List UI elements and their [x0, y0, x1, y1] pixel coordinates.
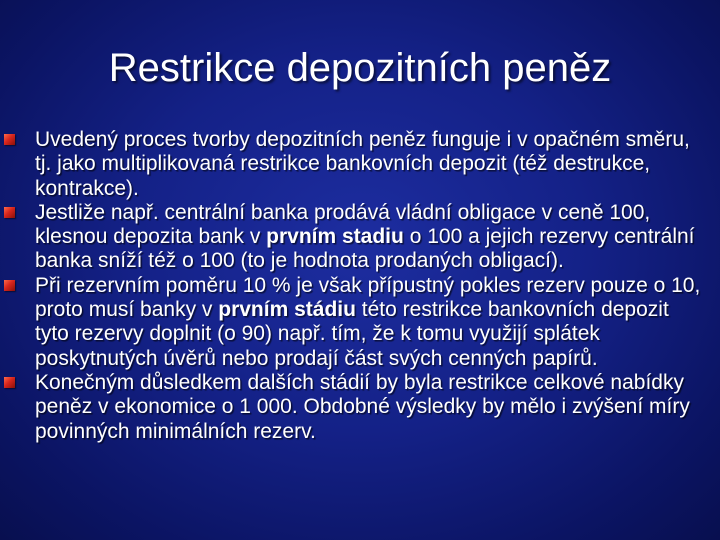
bullet-item	[0, 128, 720, 201]
bullet-text: této restrikce bankovních depozit tyto rezervy doplnit (o 90) např. tím, že k tomu využijí splátek poskytnutých úvěrů nebo prodají část svých cenných papírů.	[35, 298, 669, 370]
bullet-text: o 100 a jejich rezervy centrální banka sníží též o 100 (to je hodnota prodaných obligací).	[35, 225, 695, 273]
bullet-list	[0, 128, 720, 444]
red-square-bullet-icon	[4, 134, 15, 145]
bullet-item	[0, 201, 720, 274]
bullet-text: Jestliže např. centrální banka prodává vládní obligace v ceně 100, klesnou depozita bank v	[35, 200, 651, 249]
bullet-emphasis: prvním stadiu	[266, 225, 404, 249]
bullet-text: Konečným důsledkem dalších stádií by byla restrikce celkové nabídky peněz v ekonomice o 1 000. Obdobné výsledky by mělo i zvýšení míry povinných minimálních rezerv.	[35, 370, 690, 443]
bullet-item	[0, 274, 720, 371]
bullet-text: Uvedený proces tvorby depozitních peněz funguje i v opačném směru, tj. jako multiplikovaná restrikce bankovních depozit (též destrukce, kontrakce).	[35, 128, 690, 200]
bullet-emphasis: prvním stádiu	[218, 298, 356, 322]
red-square-bullet-icon	[4, 377, 15, 388]
slide-title: Restrikce depozitních peněz	[108, 46, 612, 90]
bullet-item	[0, 371, 720, 444]
bullet-text: Při rezervním poměru 10 % je však přípustný pokles rezerv pouze o 10, proto musí banky v	[35, 273, 701, 322]
red-square-bullet-icon	[4, 280, 15, 291]
red-square-bullet-icon	[4, 207, 15, 218]
